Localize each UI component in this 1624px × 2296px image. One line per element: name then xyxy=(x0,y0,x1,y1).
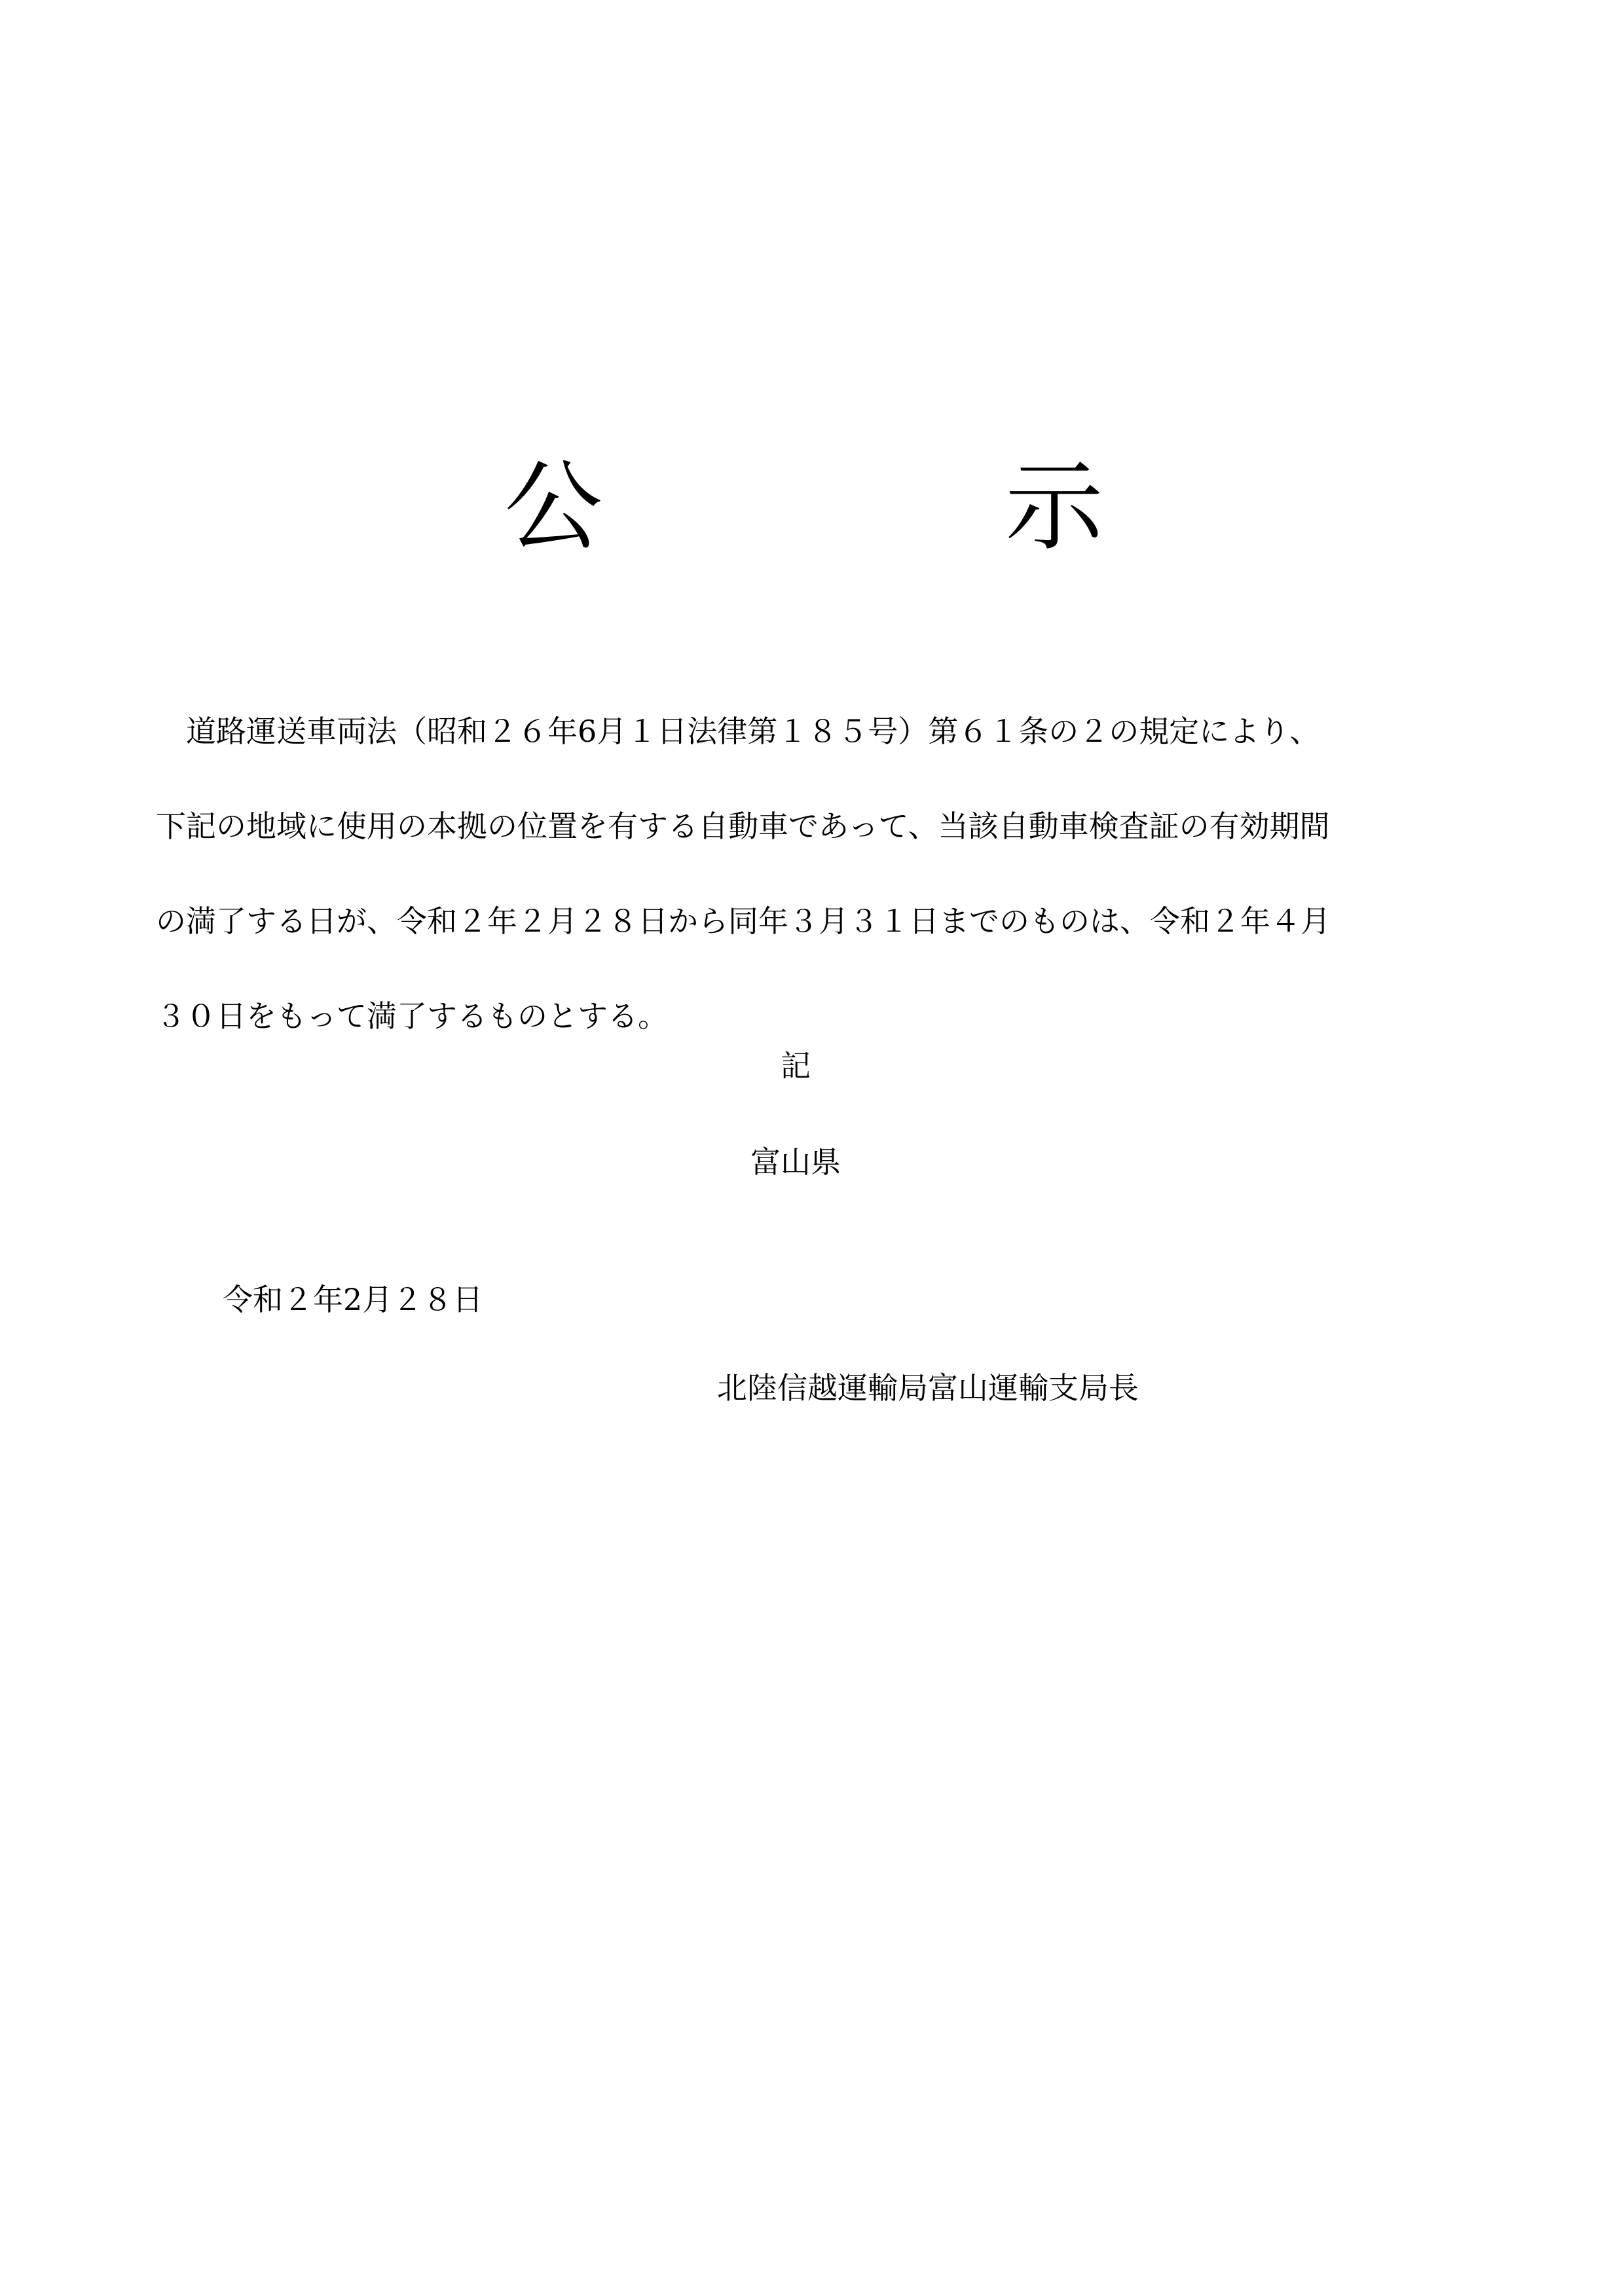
body-line-2: 下記の地域に使用の本拠の位置を有する自動車であって、当該自動車検査証の有効期間 xyxy=(156,809,1330,844)
title-char-1: 公 xyxy=(504,450,603,564)
ki-heading: 記 xyxy=(781,1048,811,1084)
body-line-4: ３０日をもって満了するものとする。 xyxy=(156,998,668,1034)
notice-title xyxy=(0,452,1624,563)
region-name: 富山県 xyxy=(750,1144,841,1180)
body-line-1: 道路運送車両法（昭和２６年6月１日法律第１８５号）第６１条の２の規定により、 xyxy=(156,714,1320,749)
issuer-name: 北陸信越運輸局富山運輸支局長 xyxy=(717,1370,1139,1406)
title-char-2: 示 xyxy=(1005,450,1104,564)
notice-body xyxy=(156,684,1472,1064)
body-line-3: の満了する日が、令和２年２月２８日から同年３月３１日までのものは、令和２年４月 xyxy=(156,903,1331,939)
notice-date: 令和２年2月２８日 xyxy=(223,1282,483,1317)
